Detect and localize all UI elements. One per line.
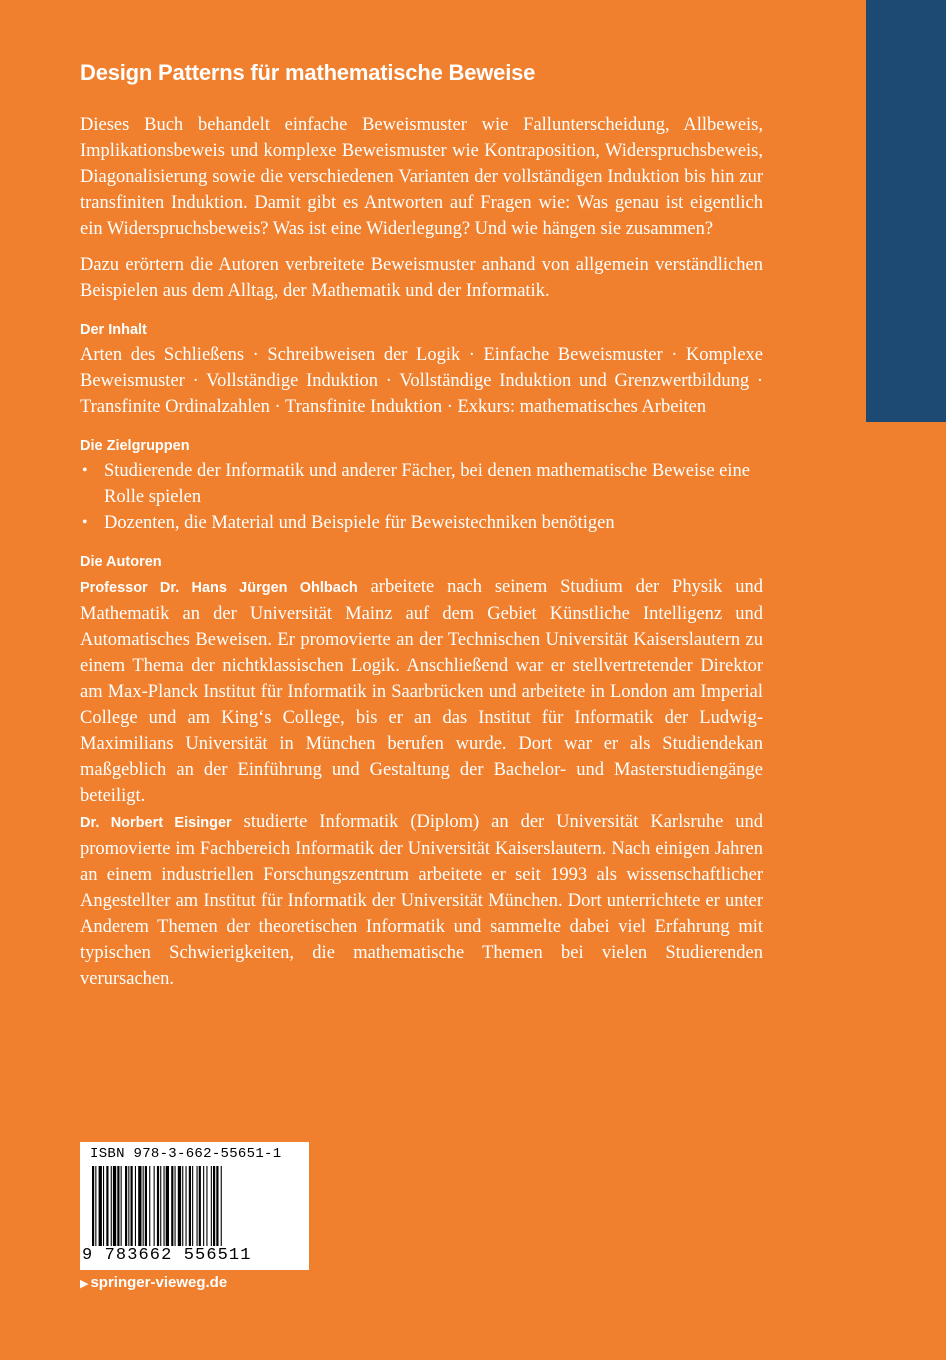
- barcode-bar: [143, 1166, 144, 1246]
- barcode-bar: [117, 1166, 119, 1246]
- back-cover-content: [80, 58, 763, 1002]
- author1-name: Professor Dr. Hans Jürgen Ohlbach: [80, 580, 358, 596]
- barcode-bar: [221, 1166, 222, 1246]
- publisher-website: [80, 1273, 227, 1294]
- inhalt-text: Arten des Schließens · Schreibweisen der Logik · Einfache Beweismuster · Komplexe Beweismuster · Vollständige Induktion · Vollständige Induktion und Grenzwertbildung · Transfinite Ordinalzahlen · Transfinite Induktion · Exkurs: mathematisches Arbeiten: [80, 345, 763, 417]
- list-item: [80, 510, 763, 536]
- barcode-bar: [149, 1166, 150, 1246]
- barcode-bar: [95, 1166, 96, 1246]
- isbn-barcode: [80, 1142, 309, 1270]
- barcode-bar: [113, 1166, 116, 1246]
- barcode-bar: [192, 1166, 193, 1246]
- zielgruppen-list: [80, 458, 763, 536]
- barcode-bar: [131, 1166, 133, 1246]
- barcode-bar: [203, 1166, 204, 1246]
- bullet-icon: •: [82, 462, 88, 479]
- barcode-bar: [178, 1166, 181, 1246]
- list-item-text: Dozenten, die Material und Beispiele für Beweistechniken benötigen: [104, 513, 615, 533]
- author1-bio: arbeitete nach seinem Studium der Physik und Mathematik an der Universität Mainz auf dem Gebiet Künstliche Intelligenz und Automatisches Beweisen. Er promovierte an der Technischen Universität Kaiserslautern zu einem Thema der nichtklassischen Logik. Anschließend war er stellvertretender Direktor am Max-Planck Institut für Informatik in Saarbrücken und arbeitete in London am Imperial College und am King‘s College, bis er an das Institut für Informatik der Ludwig-Maximilians Universität in München berufen wurde. Dort war er als Studiendekan maßgeblich an der Einführung und Gestaltung der Bachelor- und Masterstudiengänge beteiligt.: [80, 577, 763, 806]
- book-title: Design Patterns für mathematische Beweise: [80, 60, 536, 85]
- barcode-bar: [154, 1166, 155, 1246]
- barcode-bar: [145, 1166, 147, 1246]
- barcode-bar: [186, 1166, 187, 1246]
- author2-name: Dr. Norbert Eisinger: [80, 815, 232, 831]
- barcode-bars: [92, 1166, 297, 1246]
- barcode-bar: [92, 1166, 94, 1246]
- barcode-bar: [206, 1166, 207, 1246]
- barcode-digits: 9 783662 556511: [82, 1246, 252, 1265]
- barcode-bar: [213, 1166, 215, 1246]
- author2-paragraph: [80, 809, 763, 992]
- list-item-text: Studierende der Informatik und anderer Fächer, bei denen mathematische Beweise eine Rolle spielen: [104, 461, 750, 507]
- barcode-bar: [121, 1166, 122, 1246]
- author2-bio: studierte Informatik (Diplom) an der Universität Karlsruhe und promovierte im Fachbereich Informatik der Universität Kaiserslautern. Nach einigen Jahren an einem industriellen Forschungszentrum arbeitete er seit 1993 als wissenschaftlicher Angestellter am Institut für Informatik der Universität München. Dort unterrichtete er unter Anderem Themen der theoretischen Informatik und sammelte dabei viel Erfahrung mit typischen Schwierigkeiten, die mathematische Themen bei vielen Studierenden verursachen.: [80, 812, 763, 989]
- barcode-bar: [157, 1166, 159, 1246]
- barcode-bar: [103, 1166, 104, 1246]
- barcode-bar: [197, 1166, 198, 1246]
- intro-paragraph-1: Dieses Buch behandelt einfache Beweismuster wie Fallunterscheidung, Allbeweis, Implikationsbeweis und komplexe Beweismuster wie Kontraposition, Widerspruchsbeweis, Diagonalisierung sowie die verschiedenen Varianten der vollständigen Induktion bis hin zur transfiniten Induktion. Damit gibt es Antworten auf Fragen wie: Was genau ist eigentlich ein Widerspruchsbeweis? Was ist eine Widerlegung? Und wie hängen sie zusammen?: [80, 115, 763, 239]
- barcode-bar: [171, 1166, 173, 1246]
- intro-paragraph-2: Dazu erörtern die Autoren verbreitete Beweismuster anhand von allgemein verständlichen Beispielen aus dem Alltag, der Mathematik und der Informatik.: [80, 255, 763, 301]
- autoren-heading: Die Autoren: [80, 554, 162, 570]
- author1-paragraph: [80, 574, 763, 809]
- barcode-bar: [164, 1166, 165, 1246]
- barcode-bar: [135, 1166, 136, 1246]
- barcode-bar: [211, 1166, 212, 1246]
- barcode-bar: [125, 1166, 127, 1246]
- isbn-label: ISBN 978-3-662-55651-1: [90, 1146, 282, 1162]
- website-url: springer-vieweg.de: [90, 1274, 228, 1291]
- barcode-bar: [106, 1166, 108, 1246]
- zielgruppen-heading: Die Zielgruppen: [80, 438, 190, 454]
- barcode-bar: [160, 1166, 161, 1246]
- barcode-bar: [128, 1166, 129, 1246]
- bullet-icon: •: [82, 514, 88, 531]
- barcode-bar: [175, 1166, 176, 1246]
- arrow-right-icon: ▶: [80, 1278, 89, 1290]
- side-color-band: [866, 0, 946, 422]
- barcode-bar: [138, 1166, 141, 1246]
- list-item: [80, 458, 763, 510]
- barcode-bar: [166, 1166, 169, 1246]
- barcode-bar: [189, 1166, 191, 1246]
- barcode-bar: [216, 1166, 218, 1246]
- barcode-bar: [99, 1166, 102, 1246]
- barcode-bar: [111, 1166, 112, 1246]
- barcode-bar: [182, 1166, 183, 1246]
- barcode-bar: [199, 1166, 201, 1246]
- inhalt-heading: Der Inhalt: [80, 322, 147, 338]
